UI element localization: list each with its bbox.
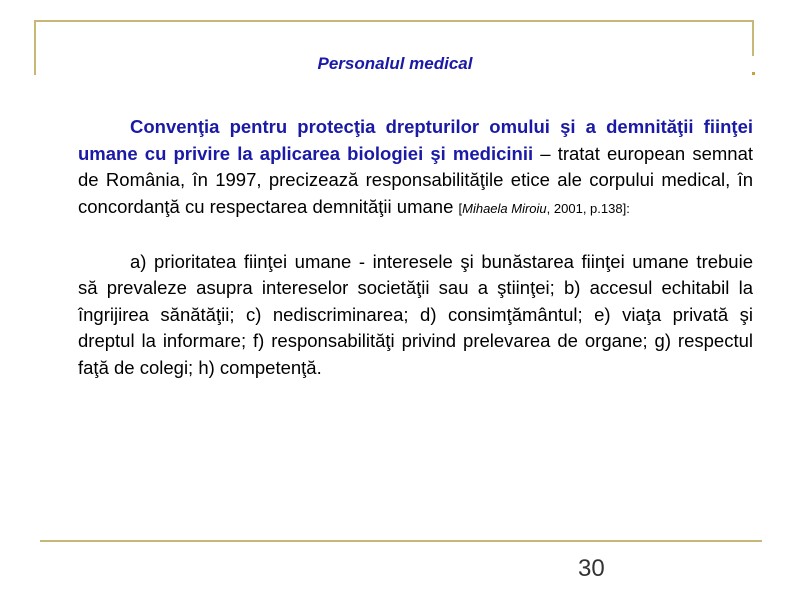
footer-divider [40, 540, 762, 542]
page-number: 30 [578, 555, 605, 582]
citation-tail: : [626, 200, 630, 216]
slide-title: Personalul medical [317, 54, 473, 73]
citation-rest: , 2001, p.138] [546, 200, 627, 216]
frame-top-border [34, 20, 754, 22]
citation-author: Mihaela Miroiu [462, 200, 547, 216]
convention-description: – tratat european semnat de România, în 1997, precizează responsabilităţile etice ale corpului medical, în concordanţă cu respectarea demnităţii umane [78, 142, 754, 217]
frame-right-border [752, 20, 754, 56]
citation [459, 201, 630, 216]
paragraph-principles: a) prioritatea fiinţei umane - interesele şi bunăstarea fiinţei umane trebuie să prevaleze asupra intereselor societăţii sau a ştiinţei; b) accesul echitabil la îngrijirea sănătăţii; c) nediscriminarea; d) consimţământul; e) viaţa privată şi dreptul la informare; f) responsabilităţi privind prelevarea de organe; g) respectul faţă de colegi; h) competenţă. [78, 250, 753, 378]
paragraph-convention [78, 114, 753, 222]
citation-open: [ [458, 200, 463, 216]
convention-name: Convenţia pentru protecţia drepturilor omului şi a demnităţii fiinţei umane cu privire la aplicarea biologiei şi medicinii [78, 116, 753, 164]
slide-body [78, 114, 753, 381]
